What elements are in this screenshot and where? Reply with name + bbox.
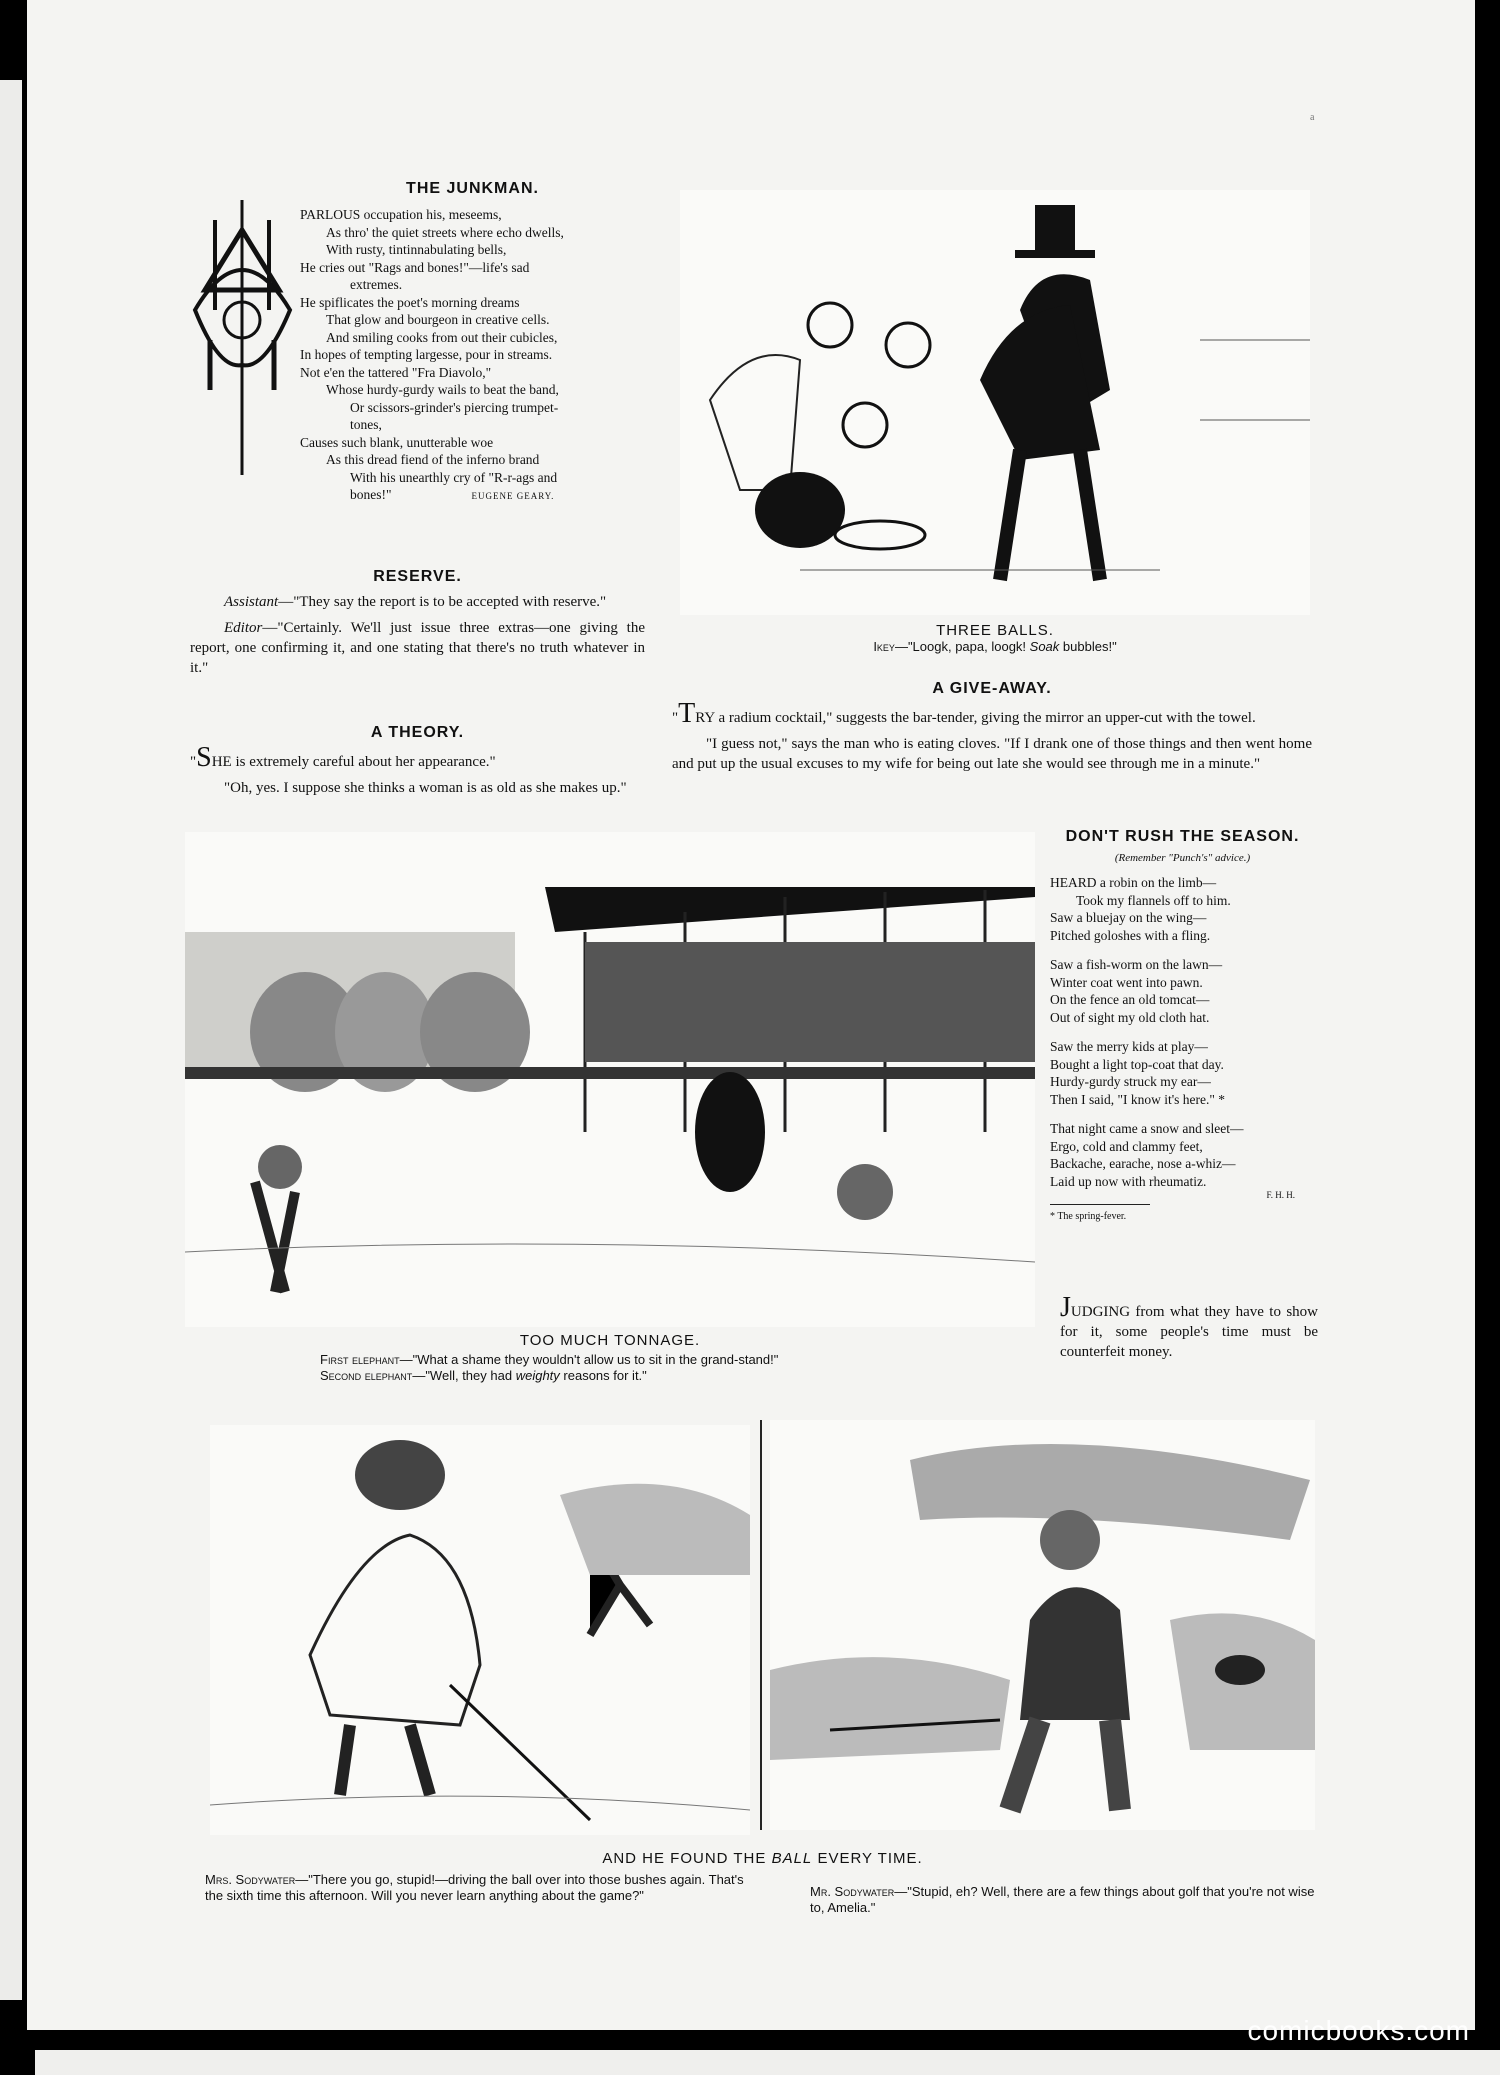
ornament-illustration bbox=[185, 190, 300, 485]
reserve-article bbox=[190, 568, 645, 678]
season-stanza-2 bbox=[1050, 956, 1315, 1026]
verse-line: That night came a snow and sleet— bbox=[1050, 1121, 1244, 1136]
golf-husband-illustration bbox=[770, 1420, 1315, 1830]
season-stanza-4 bbox=[1050, 1120, 1315, 1190]
verse-line: Not e'en the tattered "Fra Diavolo," bbox=[300, 364, 492, 380]
next-page-edge bbox=[35, 2050, 1500, 2075]
verse-line: bones!" EUGENE GEARY. bbox=[350, 487, 555, 502]
panel-divider bbox=[760, 1420, 762, 1830]
verse-line: Laid up now with rheumatiz. bbox=[1050, 1173, 1207, 1189]
verse-line: With his unearthly cry of "R-r-ags and bbox=[350, 469, 558, 485]
ball-right-caption: Mr. Sodywater—"Stupid, eh? Well, there are a few things about golf that you're not wise to, Amelia." bbox=[810, 1884, 1315, 1915]
too-much-tonnage-illustration bbox=[185, 832, 1035, 1327]
verse-line: Ergo, cold and clammy feet, bbox=[1050, 1138, 1203, 1154]
verse-line: Or scissors-grinder's piercing trumpet- bbox=[350, 399, 559, 415]
ball-caption bbox=[205, 1850, 1320, 1915]
season-title: DON'T RUSH THE SEASON. bbox=[1065, 828, 1300, 845]
give-away-title: A GIVE-AWAY. bbox=[932, 680, 1052, 697]
verse-line: Bought a light top-coat that day. bbox=[1050, 1056, 1224, 1072]
theory-paragraph-2: "Oh, yes. I suppose she thinks a woman is as old as she makes up." bbox=[224, 780, 627, 796]
season-subtitle: (Remember "Punch's" advice.) bbox=[1114, 852, 1251, 864]
verse-line: Saw the merry kids at play— bbox=[1050, 1039, 1208, 1054]
three-balls-line: Ikey—"Loogk, papa, loogk! Soak bubbles!" bbox=[873, 639, 1117, 654]
verse-line: With rusty, tintinnabulating bells, bbox=[326, 242, 507, 257]
verse-line: He spiflicates the poet's morning dreams bbox=[300, 294, 520, 310]
junkman-verse bbox=[300, 206, 645, 506]
tonnage-title: TOO MUCH TONNAGE. bbox=[519, 1332, 701, 1349]
junkman-title: THE JUNKMAN. bbox=[406, 180, 539, 197]
three-balls-title: THREE BALLS. bbox=[936, 622, 1054, 639]
season-stanza-3 bbox=[1050, 1038, 1315, 1108]
three-balls-caption bbox=[680, 622, 1310, 655]
verse-line: And smiling cooks from out their cubicles, bbox=[326, 329, 558, 345]
previous-page-edge bbox=[0, 80, 22, 2000]
tonnage-caption bbox=[185, 1332, 1035, 1384]
verse-line: Saw a fish-worm on the lawn— bbox=[1050, 957, 1223, 972]
verse-line: Then I said, "I know it's here." * bbox=[1050, 1091, 1226, 1107]
verse-line: Out of sight my old cloth hat. bbox=[1050, 1009, 1210, 1025]
theory-paragraph-1: "SHE is extremely careful about her appearance." bbox=[190, 742, 496, 773]
verse-line: That glow and bourgeon in creative cells. bbox=[326, 312, 550, 327]
season-footnote: * The spring-fever. bbox=[1050, 1211, 1127, 1222]
season-author: F. H. H. bbox=[1266, 1190, 1295, 1200]
verse-line: tones, bbox=[350, 417, 382, 432]
verse-line: Winter coat went into pawn. bbox=[1050, 974, 1203, 990]
verse-line: As this dread fiend of the inferno brand bbox=[326, 452, 540, 467]
verse-line: Saw a bluejay on the wing— bbox=[1050, 910, 1207, 925]
season-stanza-1 bbox=[1050, 874, 1315, 944]
reserve-paragraph-2: Editor—"Certainly. We'll just issue three extras—one giving the report, one confirming it, and one stating that there's no truth whatever in it." bbox=[190, 620, 645, 676]
footnote-rule bbox=[1050, 1204, 1150, 1205]
verse-line: On the fence an old tomcat— bbox=[1050, 992, 1210, 1007]
verse-line: PARLOUS occupation his, meseems, bbox=[300, 207, 502, 222]
verse-line: Whose hurdy-gurdy wails to beat the band, bbox=[326, 382, 559, 397]
judging-paragraph: JUDGING from what they have to show for it, some people's time must be counterfeit money. bbox=[1060, 1292, 1318, 1360]
reserve-title: RESERVE. bbox=[373, 568, 462, 585]
verse-line: As thro' the quiet streets where echo dwells, bbox=[326, 224, 564, 240]
ball-title: AND HE FOUND THE BALL EVERY TIME. bbox=[602, 1850, 923, 1867]
site-watermark: comicbooks.com bbox=[1247, 2015, 1470, 2046]
verse-line: Hurdy-gurdy struck my ear— bbox=[1050, 1074, 1211, 1089]
verse-line: HEARD a robin on the limb— bbox=[1050, 875, 1217, 890]
junkman-poem bbox=[300, 180, 645, 506]
verse-line: Pitched goloshes with a fling. bbox=[1050, 927, 1211, 943]
reserve-paragraph-1: Assistant—"They say the report is to be accepted with reserve." bbox=[224, 594, 607, 610]
give-away-paragraph-1: "TRY a radium cocktail," suggests the bar-tender, giving the mirror an upper-cut with the towel. bbox=[672, 698, 1256, 729]
three-balls-illustration bbox=[680, 190, 1310, 615]
verse-line: He cries out "Rags and bones!"—life's sad bbox=[300, 259, 530, 275]
tonnage-line-2: Second elephant—"Well, they had weighty reasons for it." bbox=[320, 1368, 647, 1383]
tonnage-line-1: First elephant—"What a shame they wouldn't allow us to sit in the grand-stand!" bbox=[320, 1352, 779, 1367]
verse-line: In hopes of tempting largesse, pour in streams. bbox=[300, 347, 553, 362]
junkman-author: EUGENE GEARY. bbox=[471, 491, 555, 501]
verse-line: Backache, earache, nose a-whiz— bbox=[1050, 1156, 1236, 1171]
verse-line: Took my flannels off to him. bbox=[1076, 892, 1231, 908]
theory-title: A THEORY. bbox=[370, 724, 465, 741]
theory-article bbox=[190, 724, 645, 798]
page-mark: a bbox=[1310, 112, 1315, 123]
season-poem bbox=[1050, 828, 1315, 1222]
verse-line: extremes. bbox=[350, 277, 403, 292]
ball-left-caption: Mrs. Sodywater—"There you go, stupid!—driving the ball over into those bushes again. That's the sixth time this afternoon. Will you never learn anything about the game?" bbox=[205, 1872, 744, 1903]
give-away-paragraph-2: "I guess not," says the man who is eating cloves. "If I drank one of those things and then went home and put up the usual excuses to my wife for being out late she would see through me in a minute." bbox=[672, 736, 1312, 772]
give-away-article bbox=[672, 680, 1312, 774]
judging-article bbox=[1060, 1292, 1318, 1362]
golf-wife-illustration bbox=[210, 1425, 750, 1835]
verse-line: Causes such blank, unutterable woe bbox=[300, 434, 494, 450]
